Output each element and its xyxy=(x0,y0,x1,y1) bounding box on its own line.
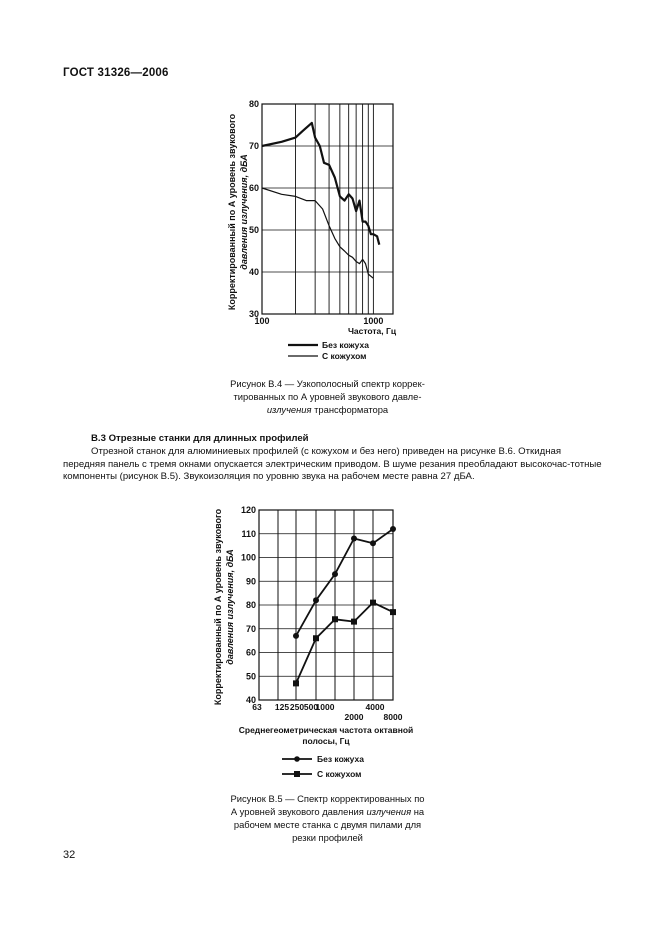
y-tick-label: 100 xyxy=(240,552,256,563)
y-tick-label: 80 xyxy=(248,99,259,109)
x-tick-label: 500 xyxy=(303,702,319,712)
caption-text: А уровней звукового давления xyxy=(230,806,364,817)
page-number: 32 xyxy=(63,849,76,861)
y-axis-label-line2: давления излучения, дБА xyxy=(225,549,235,665)
y-axis-label: Корректированный по А уровень звукового xyxy=(227,113,237,311)
caption-line: тированных по А уровней звукового давле- xyxy=(233,391,422,402)
y-tick-label: 70 xyxy=(245,623,256,634)
data-point-without-cover xyxy=(390,526,396,532)
legend-marker xyxy=(294,771,300,777)
y-tick-label: 110 xyxy=(241,528,256,539)
caption-text: на xyxy=(413,806,425,817)
paragraph-text: Отрезной станок для алюминиевых профилей (с кожухом и без него) приведен на рисунке В.6. Откидная передняя панель с тремя окнами опускается электрическим приводом. В шуме резания преобладают высокочас-тотные компоненты (рисунок В.5). Звукоизоляция по уровню звука на рабочем месте равна 27 дБА. xyxy=(63,446,602,482)
x-tick-label: 125 xyxy=(274,702,290,712)
legend-marker xyxy=(294,756,300,762)
section-title: В.3 Отрезные станки для длинных профилей xyxy=(91,433,309,444)
figure-b5-chart xyxy=(213,505,413,779)
data-point-without-cover xyxy=(293,633,299,639)
x-tick-label: 250 xyxy=(289,702,305,712)
data-point-without-cover xyxy=(351,536,357,542)
y-tick-label: 120 xyxy=(240,505,256,515)
legend-label: С кожухом xyxy=(317,769,362,779)
y-tick-label: 90 xyxy=(245,576,256,587)
x-tick-label: 100 xyxy=(254,316,270,326)
figure-b4-chart xyxy=(227,99,397,361)
x-tick-label: 1000 xyxy=(315,702,335,712)
series-line-with-cover xyxy=(296,603,393,684)
x-tick-label: 8000 xyxy=(383,712,403,722)
y-tick-label: 70 xyxy=(248,141,259,151)
data-point-with-cover xyxy=(390,609,396,615)
legend-label: Без кожуха xyxy=(322,340,369,350)
figure-b4-caption xyxy=(205,377,450,416)
caption-line xyxy=(205,805,450,818)
y-axis-label-line2: давления излучения, дБА xyxy=(239,154,249,270)
x-axis-label: Среднегеометрическая частота октавной xyxy=(238,725,414,735)
y-tick-label: 30 xyxy=(248,309,259,319)
data-point-with-cover xyxy=(351,619,357,625)
x-axis-label: Частота, Гц xyxy=(347,326,397,336)
figure-b5-caption xyxy=(205,792,450,844)
x-tick-label: 1000 xyxy=(363,316,384,326)
y-tick-label: 50 xyxy=(245,671,256,682)
section-paragraph xyxy=(63,446,603,484)
legend-label: Без кожуха xyxy=(317,754,364,764)
y-tick-label: 40 xyxy=(248,267,259,277)
caption-line: рабочем месте станка с двумя пилами для xyxy=(233,819,422,830)
y-tick-label: 40 xyxy=(245,695,256,705)
x-axis-label-line2: полосы, Гц xyxy=(302,736,350,746)
caption-italic: излучения xyxy=(366,806,412,817)
document-header: ГОСТ 31326—2006 xyxy=(63,67,169,79)
x-tick-label: 4000 xyxy=(365,702,385,712)
data-point-with-cover xyxy=(332,616,338,622)
y-axis-label: Корректированный по А уровень звукового xyxy=(213,508,223,706)
data-point-with-cover xyxy=(293,680,299,686)
caption-line: резки профилей xyxy=(292,832,363,843)
caption-line: Рисунок В.5 — Спектр корректированных по xyxy=(230,793,425,804)
data-point-without-cover xyxy=(313,597,319,603)
caption-line: Рисунок В.4 — Узкополосный спектр коррек- xyxy=(230,378,425,389)
y-tick-label: 60 xyxy=(248,183,259,193)
data-point-with-cover xyxy=(370,600,376,606)
data-point-without-cover xyxy=(370,540,376,546)
x-tick-label: 63 xyxy=(252,702,262,712)
series-line-with-cover xyxy=(262,188,373,278)
legend-label: С кожухом xyxy=(322,351,367,361)
data-point-with-cover xyxy=(313,635,319,641)
caption-italic: излучения xyxy=(266,404,312,415)
y-tick-label: 80 xyxy=(245,600,256,610)
caption-text: трансформатора xyxy=(314,404,389,415)
x-tick-label: 2000 xyxy=(344,712,364,722)
y-tick-label: 60 xyxy=(245,647,256,658)
series-line-without-cover xyxy=(262,123,379,245)
data-point-without-cover xyxy=(332,571,338,577)
y-tick-label: 50 xyxy=(248,225,259,235)
caption-line xyxy=(205,403,450,416)
